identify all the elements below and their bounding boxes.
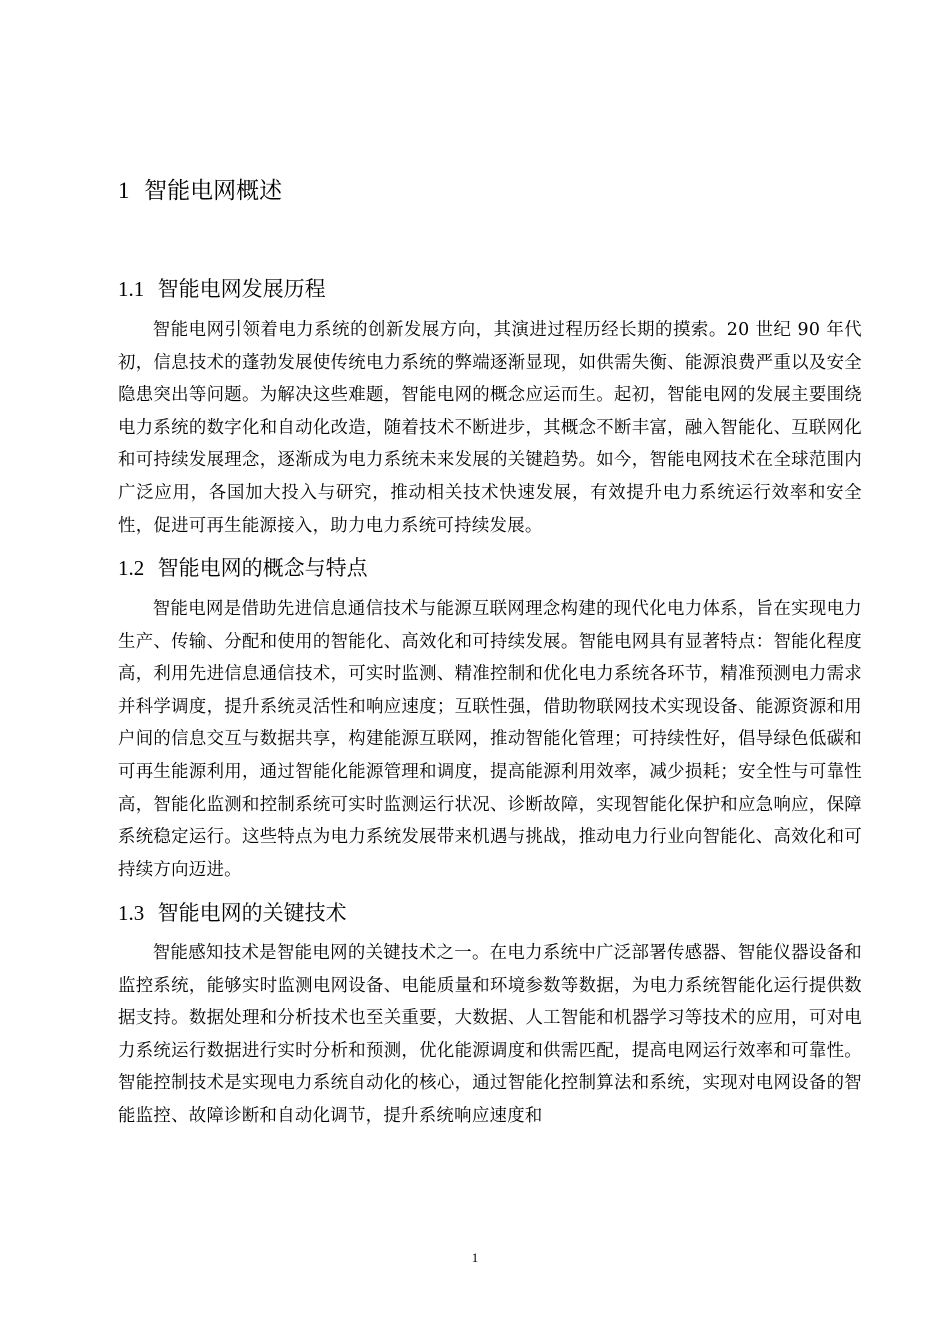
page-number: 1 [471, 1250, 479, 1265]
section-heading-1-2 [118, 552, 368, 582]
chapter-number: 1 [118, 178, 130, 203]
chapter-title: 智能电网概述 [144, 178, 283, 204]
section-title: 智能电网发展历程 [157, 277, 326, 301]
section-heading-1-1 [118, 273, 326, 303]
section-title: 智能电网的关键技术 [157, 901, 347, 925]
section-paragraph-1-1: 智能电网引领着电力系统的创新发展方向，其演进过程历经长期的摸索。20 世纪 90 年代初，信息技术的蓬勃发展使传统电力系统的弊端逐渐显现，如供需失衡、能源浪费严重以及安全隐患突出等问题。为解决这些难题，智能电网的概念应运而生。起初，智能电网的发展主要围绕电力系统的数字化和自动化改造，随着技术不断进步，其概念不断丰富，融入智能化、互联网化和可持续发展理念，逐渐成为电力系统未来发展的关键趋势。如今，智能电网技术在全球范围内广泛应用，各国加大投入与研究，推动相关技术快速发展，有效提升电力系统运行效率和安全性，促进可再生能源接入，助力电力系统可持续发展。 [118, 320, 862, 536]
section-title: 智能电网的概念与特点 [157, 556, 368, 580]
section-number: 1.3 [118, 901, 145, 925]
chapter-heading [118, 172, 282, 205]
section-number: 1.1 [118, 277, 145, 301]
section-number: 1.2 [118, 556, 145, 580]
section-paragraph-1-3: 智能感知技术是智能电网的关键技术之一。在电力系统中广泛部署传感器、智能仪器设备和监控系统，能够实时监测电网设备、电能质量和环境参数等数据，为电力系统智能化运行提供数据支持。数据处理和分析技术也至关重要，大数据、人工智能和机器学习等技术的应用，可对电力系统运行数据进行实时分析和预测，优化能源调度和供需匹配，提高电网运行效率和可靠性。智能控制技术是实现电力系统自动化的核心，通过智能化控制算法和系统，实现对电网设备的智能监控、故障诊断和自动化调节，提升系统响应速度和 [118, 943, 862, 1126]
section-heading-1-3 [118, 897, 347, 927]
section-paragraph-1-2: 智能电网是借助先进信息通信技术与能源互联网理念构建的现代化电力体系，旨在实现电力生产、传输、分配和使用的智能化、高效化和可持续发展。智能电网具有显著特点：智能化程度高，利用先进信息通信技术，可实时监测、精准控制和优化电力系统各环节，精准预测电力需求并科学调度，提升系统灵活性和响应速度；互联性强，借助物联网技术实现设备、能源资源和用户间的信息交互与数据共享，构建能源互联网，推动智能化管理；可持续性好，倡导绿色低碳和可再生能源利用，通过智能化能源管理和调度，提高能源利用效率，减少损耗；安全性与可靠性高，智能化监测和控制系统可实时监测运行状况、诊断故障，实现智能化保护和应急响应，保障系统稳定运行。这些特点为电力系统发展带来机遇与挑战，推动电力行业向智能化、高效化和可持续方向迈进。 [118, 599, 862, 880]
